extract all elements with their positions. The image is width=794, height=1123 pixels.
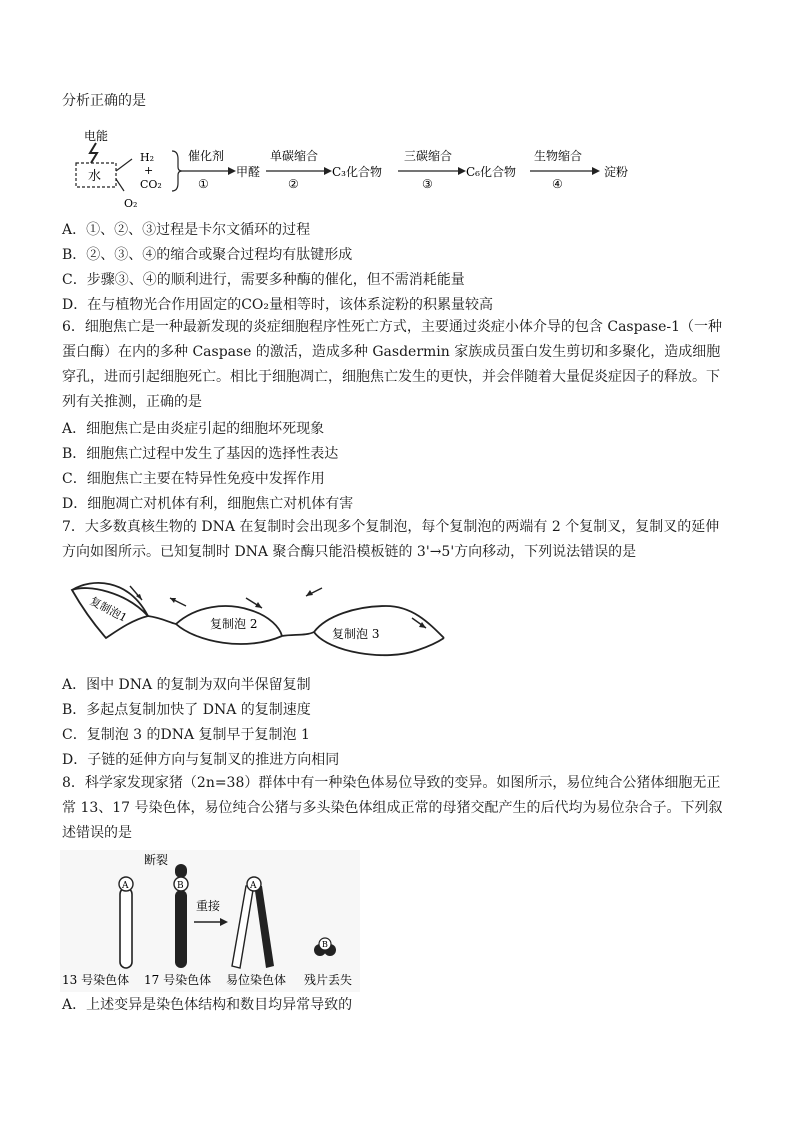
- q6-option-c: C．细胞焦亡主要在特异性免疫中发挥作用: [62, 471, 325, 487]
- q5-step2-top: 单碳缩合: [270, 149, 319, 163]
- q5-step1-top: 催化剂: [188, 149, 225, 163]
- q5-h2-label: H₂: [140, 151, 155, 164]
- q7-bubble2-label: 复制泡 2: [210, 617, 258, 631]
- q7-option-b: B．多起点复制加快了 DNA 的复制速度: [62, 702, 311, 718]
- q8-fragment-label: 残片丢失: [304, 973, 353, 987]
- q5-plus-label: +: [144, 164, 154, 177]
- q5-water-label: 水: [88, 169, 102, 184]
- q7-bubble1-label: 复制泡1: [87, 594, 130, 625]
- q8-chr13-label: 13 号染色体: [62, 973, 130, 987]
- q7-option-a: A．图中 DNA 的复制为双向半保留复制: [62, 677, 311, 693]
- q5-starch: 淀粉: [604, 165, 629, 179]
- q5-o2-label: O₂: [124, 197, 138, 210]
- q6-option-b: B．细胞焦亡过程中发生了基因的选择性表达: [62, 446, 339, 462]
- q5-step4-top: 生物缩合: [534, 149, 583, 163]
- chromosome-17-top: [175, 864, 187, 878]
- q8-mark-a-trans: A: [250, 881, 257, 891]
- q7-option-d: D．子链的延伸方向与复制叉的推进方向相同: [62, 752, 340, 768]
- q8-chr17-label: 17 号染色体: [144, 973, 212, 987]
- q8-stem: 8．科学家发现家猪（2n=38）群体中有一种染色体易位导致的变异。如图所示，易位纯合公猪体细胞无正常 13、17 号染色体，易位纯合公猪与多头染色体组成正常的母猪交配产生的后代均为易位杂合子。下列叙述错误的是: [62, 775, 723, 841]
- q5-electric-label: 电能: [84, 129, 109, 143]
- q5-c3: C₃化合物: [332, 165, 382, 179]
- q5-formaldehyde: 甲醛: [236, 165, 261, 179]
- q6-stem: 6．细胞焦亡是一种最新发现的炎症细胞程序性死亡方式，主要通过炎症小体介导的包含 Caspase-1（一种蛋白酶）在内的多种 Caspase 的激活，造成多种 Gasdermin 家族成员蛋白发生剪切和多聚化，造成细胞穿孔，进而引起细胞死亡。相比于细胞凋亡，细胞焦亡发生的更快，并会伴随着大量促炎症因子的释放。下列有关推测，正确的是: [62, 319, 723, 410]
- q5-stem-tail: 分析正确的是: [62, 93, 146, 109]
- q5-step3-top: 三碳缩合: [404, 149, 453, 163]
- q5-co2-label: CO₂: [140, 178, 162, 191]
- q6-option-a: A．细胞焦亡是由炎症引起的细胞坏死现象: [62, 421, 325, 437]
- q5-figure: [70, 125, 670, 215]
- q5-option-b: B．②、③、④的缩合或聚合过程均有肽键形成: [62, 247, 353, 263]
- q5-option-a: A．①、②、③过程是卡尔文循环的过程: [62, 222, 311, 238]
- q5-brace: [172, 151, 182, 191]
- q8-break-label: 断裂: [144, 853, 169, 867]
- q5-step2-num: ②: [288, 177, 299, 191]
- q8-option-a: A．上述变异是染色体结构和数目均异常导致的: [62, 997, 353, 1013]
- q8-mark-b-fragment: B: [322, 940, 328, 949]
- lightning-icon: [90, 143, 97, 163]
- q5-option-c: C．步骤③、④的顺利进行，需要多种酶的催化，但不需消耗能量: [62, 272, 465, 288]
- chromosome-17: [175, 890, 187, 968]
- q5-step4-num: ④: [552, 177, 563, 191]
- q8-rejoin-label: 重接: [196, 899, 221, 913]
- chromosome-13: [120, 888, 132, 968]
- q5-option-d: D．在与植物光合作用固定的CO₂量相等时，该体系淀粉的积累量较高: [62, 297, 494, 313]
- q7-bubble3-label: 复制泡 3: [332, 627, 380, 641]
- q5-c6: C₆化合物: [466, 165, 516, 179]
- q7-stem: 7．大多数真核生物的 DNA 在复制时会出现多个复制泡，每个复制泡的两端有 2 个复制叉，复制叉的延伸方向如图所示。已知复制时 DNA 聚合酶只能沿模板链的 3'→5'方向移动，下列说法错误的是: [62, 519, 720, 560]
- q7-option-c: C．复制泡 3 的DNA 复制早于复制泡 1: [62, 727, 310, 743]
- q5-step3-num: ③: [422, 177, 433, 191]
- q8-mark-b-17: B: [177, 881, 184, 891]
- q7-figure: [66, 576, 456, 666]
- q8-figure: [60, 850, 360, 992]
- q6-option-d: D．细胞凋亡对机体有利，细胞焦亡对机体有害: [62, 496, 354, 512]
- q8-translocation-label: 易位染色体: [226, 973, 287, 987]
- q5-step1-num: ①: [198, 177, 209, 191]
- q8-mark-a-13: A: [122, 881, 129, 891]
